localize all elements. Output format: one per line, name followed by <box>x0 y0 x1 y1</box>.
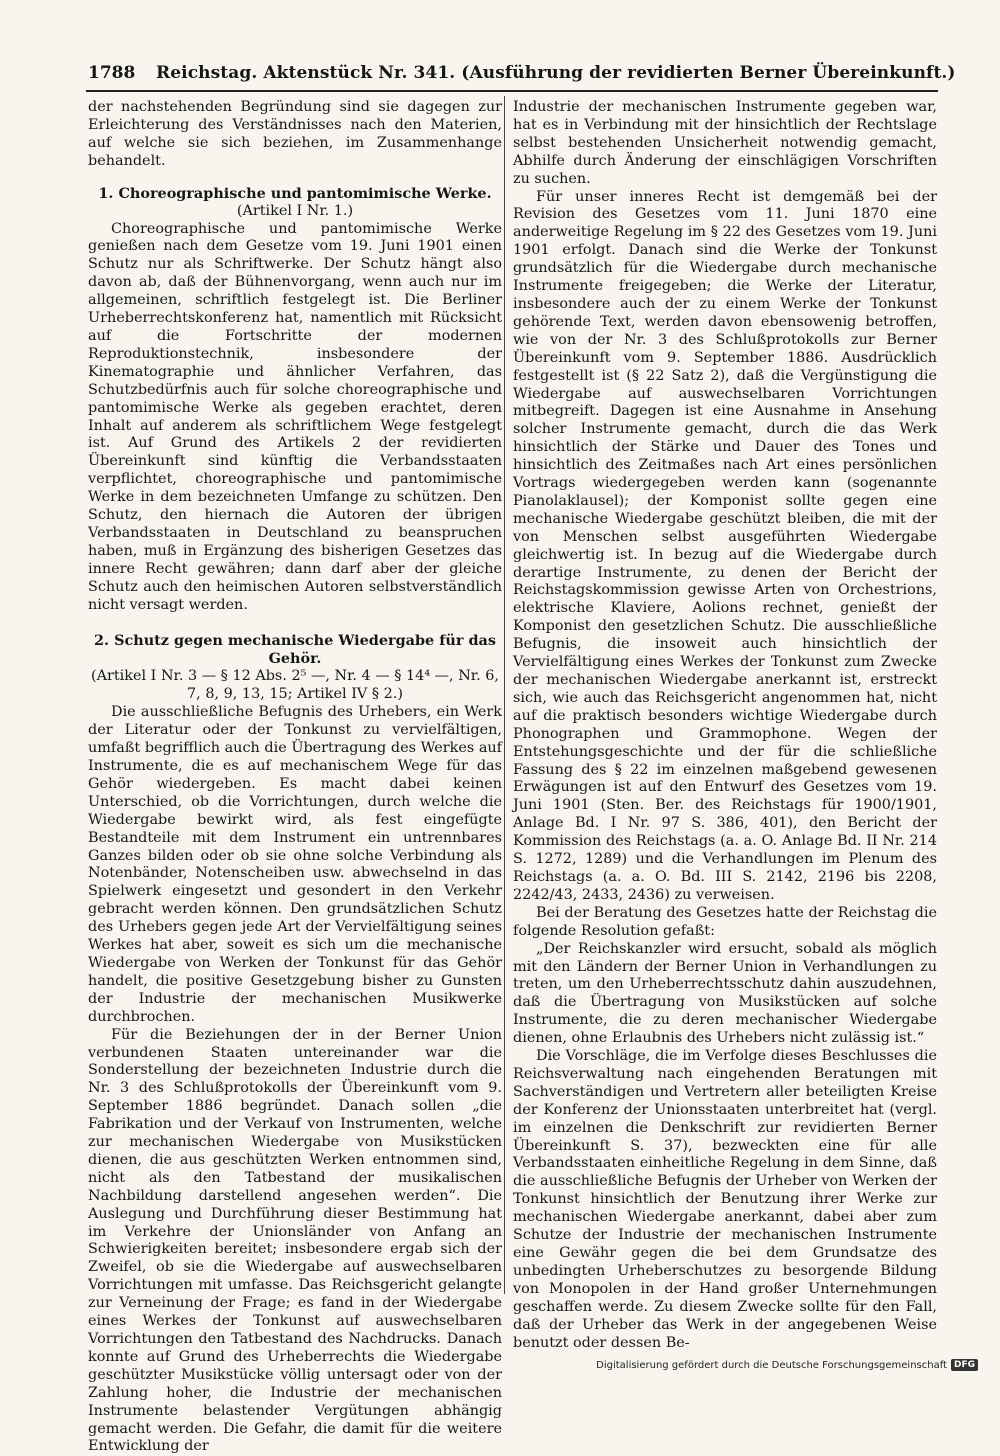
paragraph: Industrie der mechanischen Instrumente gegeben war, hat es in Verbindung mit der hinsichtlich der Rechtslage selbst bestehenden Unsicherheit notwendig gemacht, Abhilfe durch Änderung der einschlägigen Vorschriften zu suchen. <box>513 99 937 187</box>
section-heading: 2. Schutz gegen mechanische Wiedergabe für das Gehör. <box>94 632 496 668</box>
credit-text: Digitalisierung gefördert durch die Deutsche Forschungsgemeinschaft <box>596 1359 947 1371</box>
column-divider <box>504 96 505 1294</box>
digitization-credit <box>596 1359 978 1371</box>
paragraph: Für die Beziehungen der in der Berner Union verbundenen Staaten untereinander war die Sonderstellung der bezeichneten Industrie durch die Nr. 3 des Schlußprotokolls der Übereinkunft vom 9. September 1886 begründet. Danach sollen „die Fabrikation und der Verkauf von Instrumenten, welche zur mechanischen Wiedergabe von Musikstücken dienen, die aus geschützten Werken entnommen sind, nicht als den Tatbestand der musikalischen Nachbildung darstellend angesehen werden“. Die Auslegung und Durchführung dieser Bestimmung hat im Verkehre der Unionsländer von Anfang an Schwierigkeiten bereitet; insbesondere ergab sich der Zweifel, ob sie die Wiedergabe auf auswechselbaren Vorrichtungen mit umfasse. Das Reichsgericht gelangte zur Verneinung der Frage; es fand in der Wiedergabe eines Werkes der Tonkunst auf auswechselbaren Vorrichtungen den Tatbestand des Nachdrucks. Danach konnte auf Grund des Urheberrechts die Wiedergabe geschützter Musikstücke völlig untersagt oder von der Zahlung hoher, die Industrie der mechanischen Instrumente belastender Vergütungen abhängig gemacht werden. Die Gefahr, die damit für die weitere Entwicklung der <box>88 1026 502 1455</box>
right-column <box>513 99 937 1352</box>
paragraph: Choreographische und pantomimische Werke genießen nach dem Gesetze vom 19. Juni 1901 einen Schutz nur als Schriftwerke. Der Schutz hängt also davon ab, daß der Bühnenvorgang, wenn auch nur im allgemeinen, schriftlich festgelegt ist. Die Berliner Urheberrechtskonferenz hat, namentlich mit Rücksicht auf die Fortschritte der modernen Reproduktionstechnik, insbesondere der Kinematographie und ähnlicher Verfahren, das Schutzbedürfnis auch für solche choreographische und pantomimische Werke als gegeben erachtet, deren Inhalt auf anderem als schriftlichem Wege festgelegt ist. Auf Grund des Artikels 2 der revidierten Übereinkunft sind künftig die Verbandsstaaten verpflichtet, choreographische und pantomimische Werke in dem bezeichneten Umfange zu schützen. Den Schutz, den hiernach die Autoren der übrigen Verbandsstaaten in Deutschland zu beanspruchen haben, muß in Ergänzung des bisherigen Gesetzes das innere Recht gewähren; dann darf aber der gleiche Schutz auch den heimischen Autoren selbstverständlich nicht versagt werden. <box>88 220 502 613</box>
page-number: 1788 <box>88 63 136 83</box>
section-subheading: (Artikel I Nr. 3 — § 12 Abs. 2⁵ —, Nr. 4 — § 14⁴ —, Nr. 6, 7, 8, 9, 13, 15; Artikel IV § 2.) <box>91 668 499 703</box>
paragraph: Bei der Beratung des Gesetzes hatte der Reichstag die folgende Resolution gefaßt: <box>513 904 937 939</box>
paragraph: Die Vorschläge, die im Verfolge dieses Beschlusses die Reichsverwaltung nach eingehenden Beratungen mit Sachverständigen und Vertretern aller beteiligten Kreise der Konferenz der Unionsstaaten unterbreitet hat (vergl. im einzelnen die Denkschrift zur revidierten Berner Übereinkunft S. 37), bezweckten eine für alle Verbandsstaaten einheitliche Regelung in dem Sinne, daß die ausschließliche Befugnis der Urheber von Werken der Tonkunst hinsichtlich der Benutzung ihrer Werke zur mechanischen Wiedergabe anerkannt, dabei aber zum Schutze der Industrie der mechanischen Instrumente eine Gewähr gegen die bei dem Grundsatze des unbedingten Urheberschutzes zu besorgende Bildung von Monopolen in der Hand großer Unternehmungen geschaffen werde. Zu diesem Zwecke sollte für den Fall, daß der Urheber das Werk in der angegebenen Weise benutzt oder dessen Be- <box>513 1048 937 1351</box>
running-title: Reichstag. Aktenstück Nr. 341. (Ausführung der revidierten Berner Übereinkunft.) <box>156 63 956 83</box>
page-header <box>88 60 956 86</box>
dfg-logo: DFG <box>951 1359 978 1371</box>
paragraph: der nachstehenden Begründung sind sie dagegen zur Erleichterung des Verständnisses nach den Materien, auf welche sie sich beziehen, im Zusammenhange behandelt. <box>88 99 502 169</box>
section-heading: 1. Choreographische und pantomimische Werke. <box>98 184 492 202</box>
header-rule <box>86 90 938 92</box>
paragraph: Die ausschließliche Befugnis des Urhebers, ein Werk der Literatur oder der Tonkunst zu vervielfältigen, umfaßt begrifflich auch die Übertragung des Werkes auf Instrumente, die es auf mechanischem Wege für das Gehör wiedergeben. Es macht dabei keinen Unterschied, ob die Vorrichtungen, durch welche die Wiedergabe bewirkt wird, als fest eingefügte Bestandteile mit dem Instrument ein untrennbares Ganzes bilden oder ob sie ohne solche Verbindung als Notenbänder, Notenscheiben usw. abwechselnd in das Spielwerk eingesetzt und gesondert in den Verkehr gebracht werden können. Den grundsätzlichen Schutz des Urhebers gegen jede Art der Vervielfältigung seines Werkes hat aber, soweit es sich um die mechanische Wiedergabe von Werken der Tonkunst für das Gehör handelt, die positive Gesetzgebung bisher zu Gunsten der Industrie der mechanischen Musikwerke durchbrochen. <box>88 704 502 1025</box>
left-column <box>88 99 502 1456</box>
section-subheading: (Artikel I Nr. 1.) <box>236 202 354 219</box>
paragraph: Für unser inneres Recht ist demgemäß bei der Revision des Gesetzes vom 11. Juni 1870 eine anderweitige Regelung im § 22 des Gesetzes vom 19. Juni 1901 erfolgt. Danach sind die Werke der Tonkunst grundsätzlich für die Wiedergabe durch mechanische Instrumente freigegeben; die Werke der Literatur, insbesondere auch der zu einem Werke der Tonkunst gehörende Text, werden davon ebensowenig betroffen, wie von der Nr. 3 des Schlußprotokolls zur Berner Übereinkunft vom 9. September 1886. Ausdrücklich festgestellt ist (§ 22 Satz 2), daß die Vergünstigung die Wiedergabe auf auswechselbaren Vorrichtungen mitbegreift. Dagegen ist eine Ausnahme in Ansehung solcher Instrumente gemacht, durch die das Werk hinsichtlich der Stärke und Dauer des Tones und hinsichtlich des Zeitmaßes nach Art eines persönlichen Vortrags wiedergegeben werden kann (sogenannte Pianolaklausel); der Komponist sollte gegen eine mechanische Wiedergabe geschützt bleiben, die mit der von Menschen selbst ausgeführten Wiedergabe gleichwertig ist. In bezug auf die Wiedergabe durch derartige Instrumente, zu denen der Bericht der Reichstagskommission gewisse Arten von Orchestrions, elektrische Klaviere, Aolions rechnet, genießt der Komponist den gesetzlichen Schutz. Die ausschließliche Befugnis, die insoweit auch hinsichtlich der Vervielfältigung eines Werkes der Tonkunst zum Zwecke der mechanischen Wiedergabe anerkannt ist, erstreckt sich, wie auch das Reichsgericht angenommen hat, nicht auf die praktisch besonders wichtige Wiedergabe durch Phonographen und Grammophone. Wegen der Entstehungsgeschichte und der für die schließliche Fassung des § 22 im einzelnen maßgebend gewesenen Erwägungen ist auf den Entwurf des Gesetzes vom 19. Juni 1901 (Sten. Ber. des Reichstags für 1900/1901, Anlage Bd. I Nr. 97 S. 386, 401), den Bericht der Kommission des Reichstags (a. a. O. Anlage Bd. II Nr. 214 S. 1272, 1289) und die Verhandlungen im Plenum des Reichstags (a. a. O. Bd. III S. 2142, 2196 bis 2208, 2242/43, 2433, 2436) zu verweisen. <box>513 188 937 903</box>
resolution-quote: „Der Reichskanzler wird ersucht, sobald als möglich mit den Ländern der Berner Union in Verhandlungen zu treten, um den Urheberrechtsschutz dahin auszudehnen, daß die Übertragung von Musikstücken auf solche Instrumente, die zu deren mechanischer Wiedergabe dienen, ohne Erlaubnis des Urhebers nicht zulässig ist.“ <box>513 940 937 1047</box>
